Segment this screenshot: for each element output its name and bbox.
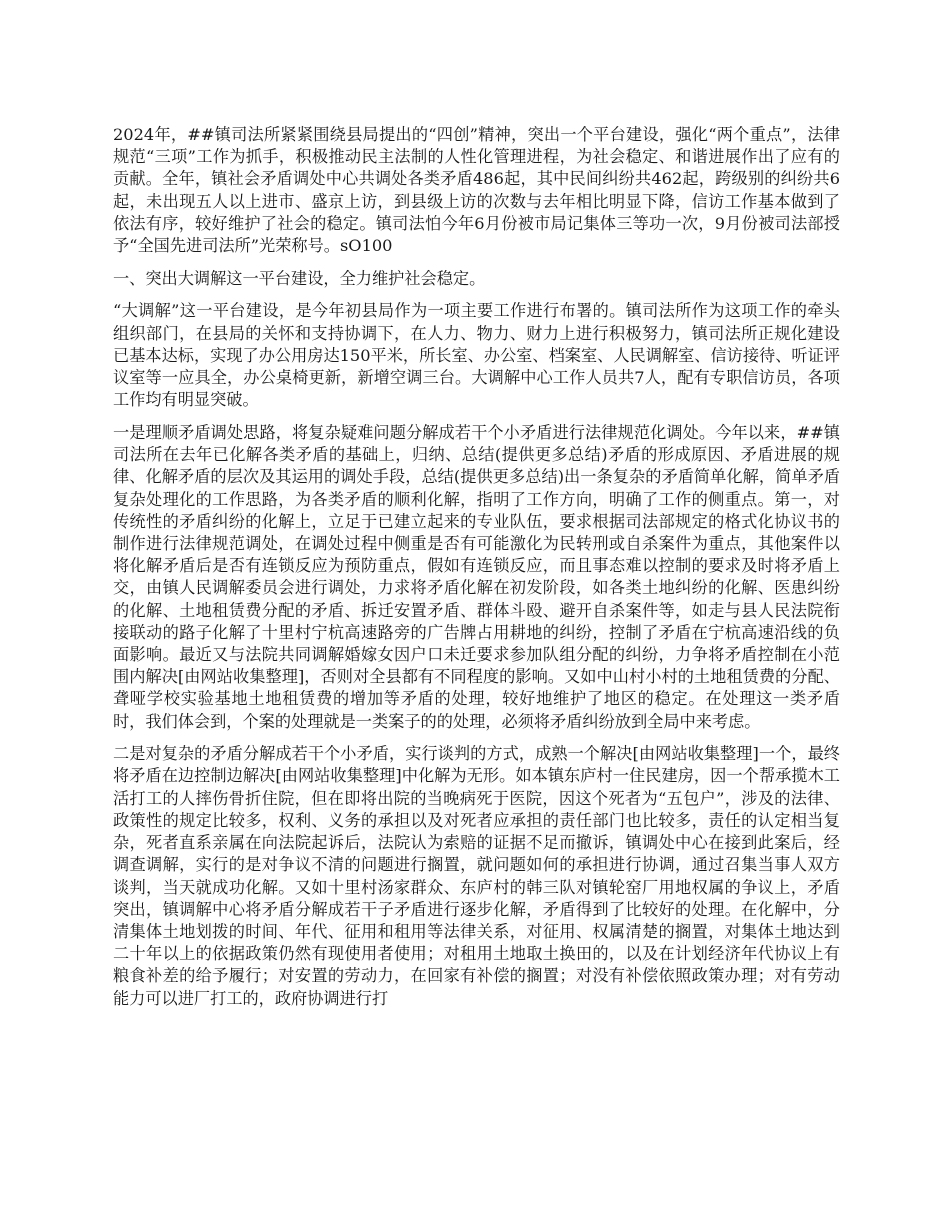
intro-paragraph: 2024年，##镇司法所紧紧围绕县局提出的“四创”精神，突出一个平台建设，强化“两个重点”，法律规范“三项”工作为抓手，积极推动民主法制的人性化管理进程，为社会稳定、和谐进展作出了应有的贡献。全年，镇社会矛盾调处中心共调处各类矛盾486起，其中民间纠纷共462起，跨级别的纠纷共6起，未出现五人以上进市、盛京上访，到县级上访的次数与去年相比明显下降，信访工作基本做到了依法有序，较好维护了社会的稳定。镇司法怕今年6月份被市局记集体三等功一次，9月份被司法部授予“全国先进司法所”光荣称号。sO100 xyxy=(113,125,840,256)
body-paragraph-3: 二是对复杂的矛盾分解成若干个小矛盾，实行谈判的方式，成熟一个解决[由网站收集整理]一个，最终将矛盾在边控制边解决[由网站收集整理]中化解为无形。如本镇东庐村一住民建房，因一个帮承揽木工活打工的人摔伤骨折住院，但在即将出院的当晚病死于医院，因这个死者为“五包户”，涉及的法律、政策性的规定比较多，权利、义务的承担以及对死者应承担的责任部门也比较多，责任的认定相当复杂，死者直系亲属在向法院起诉后，法院认为索赔的证据不足而撤诉，镇调处中心在接到此案后，经调查调解，实行的是对争议不清的问题进行搁置，就问题如何的承担进行协调，通过召集当事人双方谈判，当天就成功化解。又如十里村汤家群众、东庐村的韩三队对镇轮窑厂用地权属的争议上，矛盾突出，镇调解中心将矛盾分解成若干子矛盾进行逐步化解，矛盾得到了比较好的处理。在化解中，分清集体土地划拨的时间、年代、征用和租用等法律关系，对征用、权属清楚的搁置，对集体土地达到二十年以上的依据政策仍然有现使用者使用；对租用土地取土换田的，以及在计划经济年代协议上有粮食补差的给予履行；对安置的劳动力，在回家有补偿的搁置；对没有补偿依照政策办理；对有劳动能力可以进厂打工的，政府协调进行打 xyxy=(113,744,840,1008)
body-paragraph-2: 一是理顺矛盾调处思路，将复杂疑难问题分解成若干个小矛盾进行法律规范化调处。今年以来，##镇司法所在去年已化解各类矛盾的基础上，归纳、总结(提供更多总结)矛盾的形成原因、矛盾进展的规律、化解矛盾的层次及其运用的调处手段，总结(提供更多总结)出一条复杂的矛盾简单化解，简单矛盾复杂处理化的工作思路，为各类矛盾的顺利化解，指明了工作方向，明确了工作的侧重点。第一，对传统性的矛盾纠纷的化解上，立足于已建立起来的专业队伍，要求根据司法部规定的格式化协议书的制作进行法律规范调处，在调处过程中侧重是否有可能激化为民转刑或自杀案件为重点，其他案件以将化解矛盾后是否有连锁反应为预防重点，假如有连锁反应，而且事态难以控制的要求及时将矛盾上交，由镇人民调解委员会进行调处，力求将矛盾化解在初发阶段，如各类土地纠纷的化解、医患纠纷的化解、土地租赁费分配的矛盾、拆迁安置矛盾、群体斗殴、避开自杀案件等，如走与县人民法院衔接联动的路子化解了十里村宁杭高速路旁的广告牌占用耕地的纠纷，控制了矛盾在宁杭高速沿线的负面影响。最近又与法院共同调解婚嫁女因户口未迁要求参加队组分配的纠纷，力争将矛盾控制在小范围内解决[由网站收集整理]，否则对全县都有不同程度的影响。又如中山村小村的土地租赁费的分配、聋哑学校实验基地土地租赁费的增加等矛盾的处理，较好地维护了地区的稳定。在处理这一类矛盾时，我们体会到，个案的处理就是一类案子的的处理，必须将矛盾纠纷放到全局中来考虑。 xyxy=(113,422,840,731)
section-heading-1: 一、突出大调解这一平台建设，全力维护社会稳定。 xyxy=(113,268,486,288)
body-paragraph-1: “大调解”这一平台建设，是今年初县局作为一项主要工作进行布署的。镇司法所作为这项工作的牵头组织部门，在县局的关怀和支持协调下，在人力、物力、财力上进行积极努力，镇司法所正规化建设已基本达标，实现了办公用房达150平米，所长室、办公室、档案室、人民调解室、信访接待、听证评议室等一应具全，办公桌椅更新，新增空调三台。大调解中心工作人员共7人，配有专职信访员，各项工作均有明显突破。 xyxy=(113,301,840,410)
document-page xyxy=(113,124,840,1020)
